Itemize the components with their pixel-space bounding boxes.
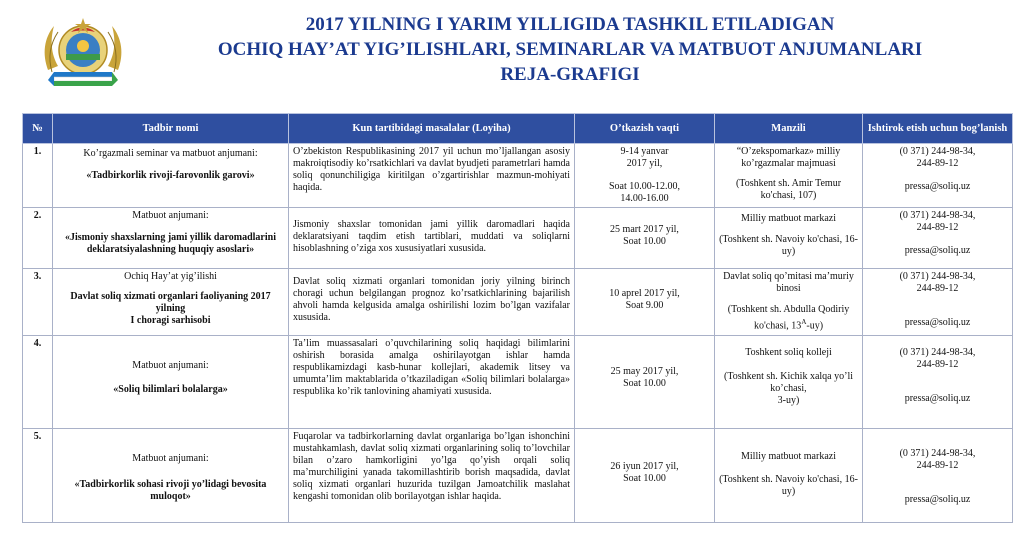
time-date: 25 mart 2017 yil, <box>610 224 679 235</box>
col-header-contact: Ishtirok etish uchun bog’lanish <box>863 114 1013 144</box>
contact-phone: (0 371) 244-98-34, <box>899 210 976 221</box>
title-line-3: REJA-GRAFIGI <box>500 64 640 85</box>
time-hours: Soat 10.00-12.00, <box>608 181 681 192</box>
contact-phone-2: 244-89-12 <box>916 460 959 471</box>
time-hours: Soat 9.00 <box>625 300 664 311</box>
place-address: (Toshkent sh. Abdulla Qodiriy ko'chasi, $13^A-uy$) <box>727 304 850 332</box>
schedule-table <box>22 113 1013 523</box>
time-date: 10 aprel 2017 yil, <box>609 288 680 299</box>
place-cell <box>715 269 863 336</box>
row-number: 5. <box>23 429 53 523</box>
agenda-cell: Fuqarolar va tadbirkorlarning davlat organlariga bo’lgan ishonchini mustahkamlash, davlat soliq xizmati organlarining soliq to’lovchilar bilan o’zaro hamkorligini yo’lga qo’yish orqali soliq ma’murchiligini yanada takomillashtirib borish maqsadida, davlat soliq xizmati organlari huzurida tuzilgan Jamoatchilik maslahat kengashi tomonidan olib borilayotgan ishlar haqida. <box>289 429 575 523</box>
event-cell <box>53 144 289 208</box>
time-hours: Soat 10.00 <box>623 236 666 247</box>
table-row <box>23 336 1013 429</box>
contact-cell <box>863 429 1013 523</box>
contact-cell <box>863 269 1013 336</box>
title-line-1: 2017 YILNING I YARIM YILLIGIDA TASHKIL ETILADIGAN <box>305 14 835 35</box>
place-name: Toshkent soliq kolleji <box>745 347 832 358</box>
agenda-text: Davlat soliq xizmati organlari tomonidan joriy yilning birinch choragi uchun belgilangan prognoz ko’rsatkichlarining bajarilish ahvoli hamda kelgusida amalga oshirilishi lozim bo’lgan vazifalar xususida. <box>293 276 570 323</box>
contact-phone: (0 371) 244-98-34, <box>899 448 976 459</box>
row-number: 3. <box>23 269 53 336</box>
event-name: «Soliq bilimlari bolalarga» <box>113 384 228 395</box>
time-hours-2: 14.00-16.00 <box>620 193 669 204</box>
table-row <box>23 144 1013 208</box>
event-cell <box>53 429 289 523</box>
table-header-row <box>23 114 1013 144</box>
state-emblem <box>38 10 128 98</box>
table-row <box>23 208 1013 269</box>
row-number: 1. <box>23 144 53 208</box>
event-cell <box>53 269 289 336</box>
time-hours: Soat 10.00 <box>623 378 666 389</box>
place-address: (Toshkent sh. Amir Temur ko'chasi, 107) <box>735 178 842 201</box>
contact-email[interactable]: pressa@soliq.uz <box>904 181 971 192</box>
agenda-cell <box>289 208 575 269</box>
time-cell <box>575 208 715 269</box>
contact-phone-2: 244-89-12 <box>916 359 959 370</box>
row-number: 2. <box>23 208 53 269</box>
time-date: 9-14 yanvar <box>620 146 669 157</box>
place-address: (Toshkent sh. Kichik xalqa yo’li ko’chasi, <box>724 371 853 394</box>
table-row <box>23 429 1013 523</box>
event-name: «Tadbirkorlik rivoji-farovonlik garovi» <box>86 170 255 181</box>
event-name: «Tadbirkorlik sohasi rivoji yo’lidagi bevosita muloqot» <box>74 479 267 502</box>
contact-email[interactable]: pressa@soliq.uz <box>904 494 971 505</box>
time-date: 25 may 2017 yil, <box>610 366 679 377</box>
event-type: Matbuot anjumani: <box>132 210 209 221</box>
contact-phone: (0 371) 244-98-34, <box>899 146 976 157</box>
time-cell <box>575 429 715 523</box>
time-cell <box>575 144 715 208</box>
place-cell <box>715 144 863 208</box>
contact-cell <box>863 144 1013 208</box>
event-name-2: I choragi sarhisobi <box>130 315 211 326</box>
col-header-agenda: Kun tartibidagi masalalar (Loyiha) <box>289 114 575 144</box>
col-header-number: № <box>23 114 53 144</box>
place-cell <box>715 208 863 269</box>
contact-email[interactable]: pressa@soliq.uz <box>904 245 971 256</box>
contact-email[interactable]: pressa@soliq.uz <box>904 317 971 328</box>
event-type: Matbuot anjumani: <box>132 453 209 464</box>
event-type: Ochiq Hay’at yig’ilishi <box>124 271 217 282</box>
contact-cell <box>863 208 1013 269</box>
place-name: “O’zekspomarkaz» milliy ko’rgazmalar majmuasi <box>736 146 841 169</box>
contact-phone: (0 371) 244-98-34, <box>899 347 976 358</box>
contact-phone: (0 371) 244-98-34, <box>899 271 976 282</box>
agenda-text: Jismoniy shaxslar tomonidan jami yillik daromadlari haqida deklaratsiyani taqdim etish tartiblari, muddati va soliqlarni hisoblashning o’ziga xos xususiyatlari xususida. <box>293 219 570 254</box>
contact-phone-2: 244-89-12 <box>916 222 959 233</box>
place-name: Milliy matbuot markazi <box>741 451 836 462</box>
event-type: Matbuot anjumani: <box>132 360 209 371</box>
event-name: «Jismoniy shaxslarning jami yillik daromadlarini deklaratsiyalashning huquqiy asoslari» <box>65 232 276 255</box>
contact-email[interactable]: pressa@soliq.uz <box>904 393 971 404</box>
document-title <box>130 12 1010 87</box>
table-row <box>23 269 1013 336</box>
place-name: Milliy matbuot markazi <box>741 213 836 224</box>
col-header-address: Manzili <box>715 114 863 144</box>
event-cell <box>53 208 289 269</box>
agenda-cell: O’zbekiston Respublikasining 2017 yil uchun mo’ljallangan asosiy makroiqtisodiy ko’rsatkichlari va davlat byudjeti parametrlari hamda soliq qonunchiligiga kiritilgan o’zgartirishlar mazmun-mohiyati haqida. <box>289 144 575 208</box>
place-cell <box>715 429 863 523</box>
time-year: 2017 yil, <box>626 158 663 169</box>
contact-phone-2: 244-89-12 <box>916 283 959 294</box>
row-number: 4. <box>23 336 53 429</box>
event-name: Davlat soliq xizmati organlari faoliyaning 2017 yilning <box>70 291 271 314</box>
contact-phone-2: 244-89-12 <box>916 158 959 169</box>
time-cell <box>575 269 715 336</box>
event-type: Ko’rgazmali seminar va matbuot anjumani: <box>83 148 258 159</box>
place-address: (Toshkent sh. Navoiy ko'chasi, 16-uy) <box>719 234 858 257</box>
time-hours: Soat 10.00 <box>623 473 666 484</box>
time-cell <box>575 336 715 429</box>
col-header-time: O’tkazish vaqti <box>575 114 715 144</box>
contact-cell <box>863 336 1013 429</box>
event-cell <box>53 336 289 429</box>
place-address-2: 3-uy) <box>777 395 800 406</box>
time-date: 26 iyun 2017 yil, <box>610 461 679 472</box>
place-cell <box>715 336 863 429</box>
agenda-cell: Ta’lim muassasalari o’quvchilarining soliq haqidagi bilimlarini oshirish borasida amalga oshirilayotgan ishlar hamda respublikamizdagi kasb-hunar kollejlari, akademik litsey va umumta’lim maktablarida o’tkaziladigan «Soliq bilimlari bolalarga» respublika ko’rik tanlovining ahamiyati xususida. <box>289 336 575 429</box>
place-address: (Toshkent sh. Navoiy ko'chasi, 16-uy) <box>719 474 858 497</box>
title-line-2: OCHIQ HAY’AT YIG’ILISHLARI, SEMINARLAR VA MATBUOT ANJUMANLARI <box>217 39 923 60</box>
col-header-event: Tadbir nomi <box>53 114 289 144</box>
agenda-cell <box>289 269 575 336</box>
place-name: Davlat soliq qo’mitasi ma’muriy binosi <box>723 271 854 294</box>
